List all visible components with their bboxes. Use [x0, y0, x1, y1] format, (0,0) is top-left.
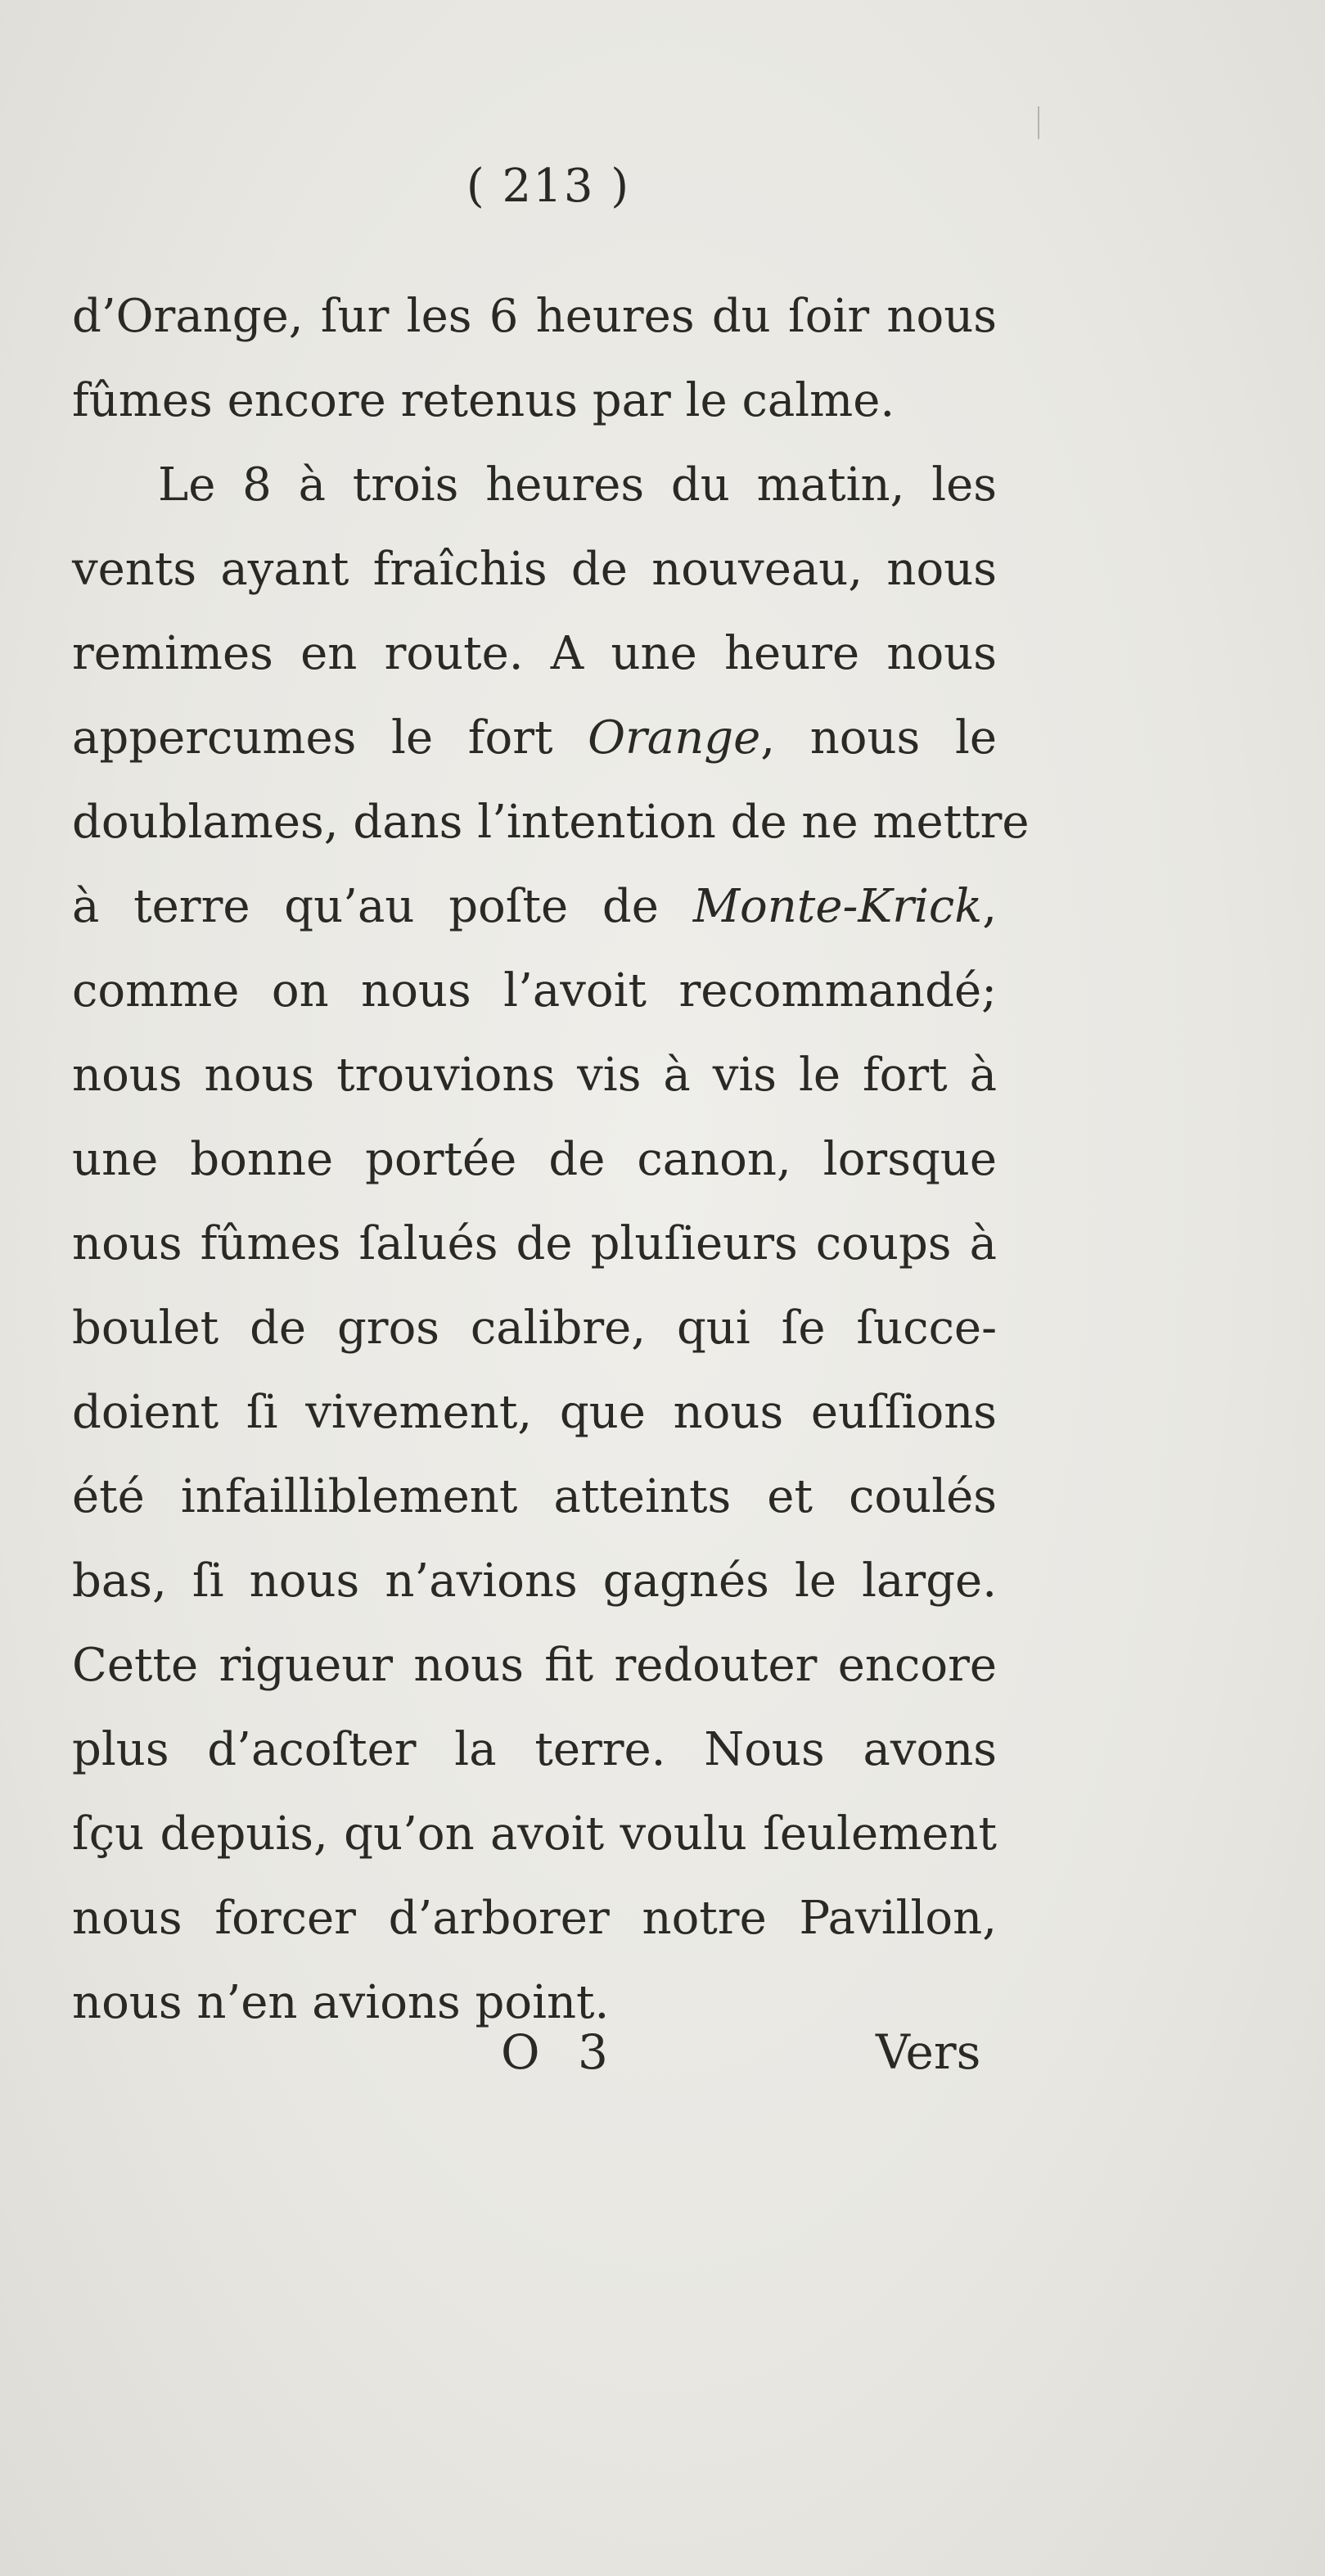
text-line: nous forcer d’arborer notre Pavillon, [72, 1892, 997, 1945]
text-line: une bonne portée de canon, lorsque [72, 1133, 997, 1186]
text-line: Cette rigueur nous fit redouter encore [72, 1639, 997, 1692]
italic-name: Orange [588, 711, 761, 765]
text-line: doient ſi vivement, que nous euſſions [72, 1386, 997, 1439]
text-line: fûmes encore retenus par le calme. [72, 374, 895, 427]
text-line: nous nous trouvions vis à vis le fort à [72, 1049, 997, 1102]
text-line: remimes en route. A une heure nous [72, 627, 997, 680]
text-line: boulet de gros calibre, qui ſe ſucce- [72, 1302, 997, 1355]
italic-name: Monte-Krick [692, 880, 983, 933]
text-line: nous n’en avions point. [72, 1976, 610, 2029]
catchword: Vers [876, 2024, 981, 2080]
body-text [72, 274, 1030, 2045]
page-footer [0, 2024, 1325, 2094]
text-line: plus d’acoſter la terre. Nous avons [72, 1723, 997, 1776]
text-line: appercumes le fort Orange, nous le [72, 711, 997, 765]
text-line: été infailliblement atteints et coulés [72, 1470, 997, 1523]
text-line: vents ayant fraîchis de nouveau, nous [72, 543, 997, 596]
text-line: nous fûmes ſalués de pluſieurs coups à [72, 1217, 997, 1270]
text-line: doublames, dans l’intention de ne mettre [72, 796, 1030, 849]
text-line: comme on nous l’avoit recommandé; [72, 964, 997, 1017]
page-number: ( 213 ) [466, 160, 631, 213]
signature-mark: O 3 [501, 2024, 620, 2080]
page-edge-mark [1038, 106, 1039, 139]
text-line: à terre qu’au poſte de Monte-Krick, [72, 880, 997, 933]
text-line: bas, ſi nous n’avions gagnés le large. [72, 1554, 997, 1608]
text-line: Le 8 à trois heures du matin, les [158, 458, 997, 512]
text-line: d’Orange, ſur les 6 heures du ſoir nous [72, 290, 997, 343]
text-line: ſçu depuis, qu’on avoit voulu ſeulement [72, 1807, 997, 1861]
